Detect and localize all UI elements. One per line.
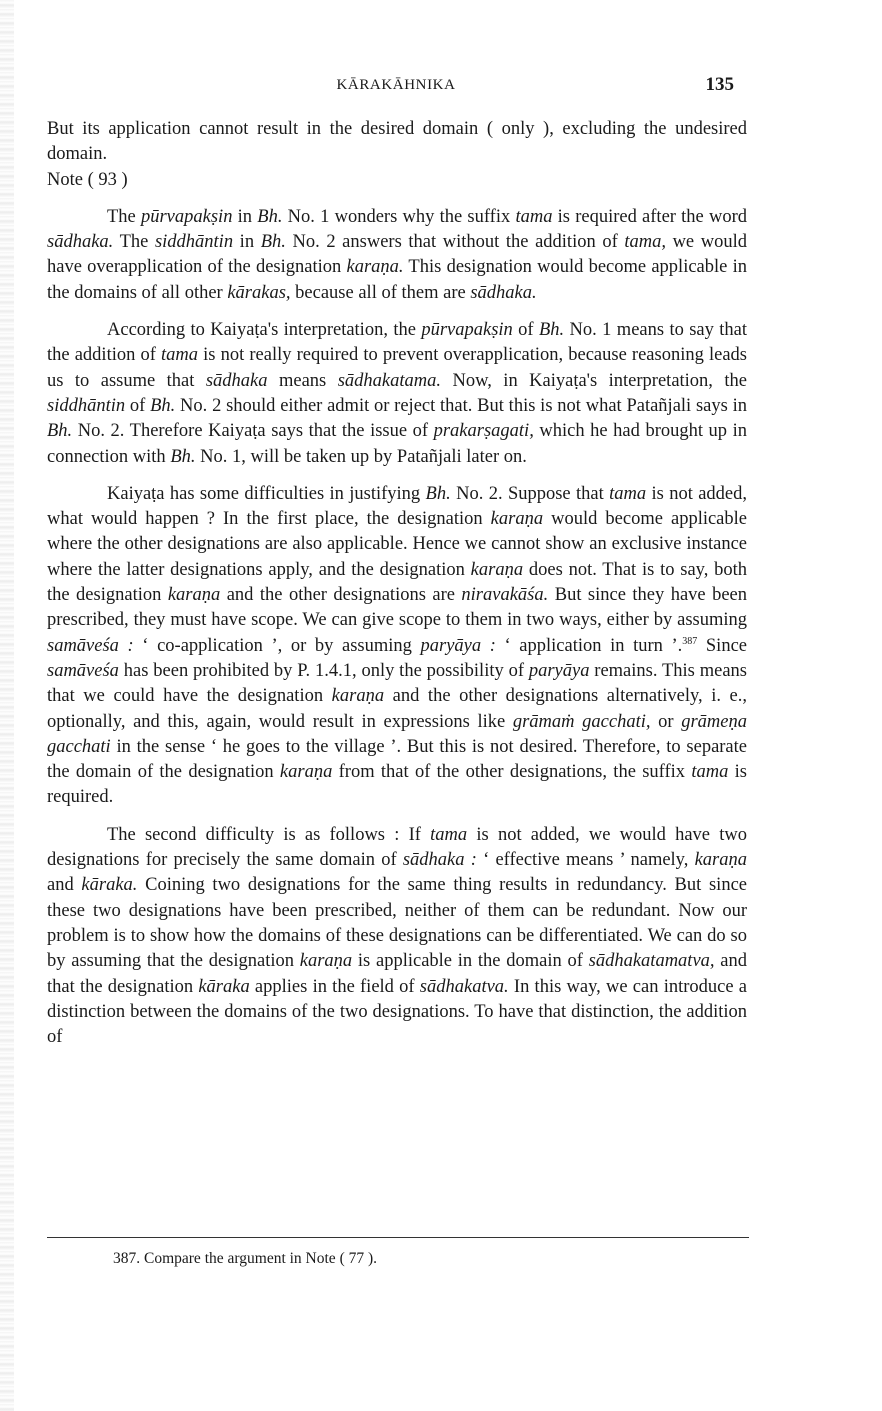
- body-text: [47, 117, 747, 1050]
- page-header: [46, 74, 746, 100]
- paragraph-continuation: But its application cannot result in the desired domain ( only ), excluding the undesired domain.: [47, 119, 747, 165]
- paragraph-2: According to Kaiyaṭa's interpretation, the pūrvapakṣin of Bh. No. 1 means to say that the addition of tama is not really required to prevent overapplication, because reasoning leads us to assume that sādhaka means sādhakatama. Now, in Kaiyaṭa's interpretation, the siddhāntin of Bh. No. 2 should either admit or reject that. But this is not what Patañjali says in Bh. No. 2. Therefore Kaiyaṭa says that the issue of prakarṣagati, which he had brought up in connection with Bh. No. 1, will be taken up by Patañjali later on.: [47, 320, 748, 467]
- footnote-rule: [47, 1237, 749, 1238]
- page-number: 135: [705, 74, 734, 95]
- footnote-ref-387[interactable]: 387: [682, 635, 698, 647]
- note-heading: Note ( 93 ): [47, 169, 128, 190]
- running-head: KĀRAKĀHNIKA: [336, 77, 456, 93]
- paragraph-3: Kaiyaṭa has some difficulties in justifying Bh. No. 2. Suppose that tama is not added, what would happen ? In the first place, the designation karaṇa would become applicable where the other designations are also applicable. Hence we cannot show an exclusive instance where the latter designations apply, and the designation karaṇa does not. That is to say, both the designation karaṇa and the other designations are niravakāśa. But since they have been prescribed, they must have scope. We can give scope to them in two ways, either by assuming samāveśa : ‘ co-application ’, or by assuming paryāya : ‘ application in turn ’.$^{387}$ Since samāveśa has been prohibited by P. 1.4.1, only the possibility of paryāya remains. This means that we could have the designation karaṇa and the other designations alternatively, i. e., optionally, and this, again, would result in expressions like grāmaṁ gacchati, or grāmeṇa gacchati in the sense ‘ he goes to the village ’. But this is not desired. Therefore, to separate the domain of the designation karaṇa from that of the other designations, the suffix tama is required.: [47, 483, 748, 808]
- paragraph-1: The pūrvapakṣin in Bh. No. 1 wonders why the suffix tama is required after the word sādhaka. The siddhāntin in Bh. No. 2 answers that without the addition of tama, we would have overapplication of the designation karaṇa. This designation would become applicable in the domains of all other kārakas, because all of them are sādhaka.: [47, 206, 748, 303]
- paragraph-4: The second difficulty is as follows : If tama is not added, we would have two designations for precisely the same domain of sādhaka : ‘ effective means ’ namely, karaṇa and kāraka. Coining two designations for the same thing results in redundancy. But since these two designations have been prescribed, neither of them can be redundant. Now our problem is to show how the domains of these designations can be differentiated. We can do so by assuming that the designation karaṇa is applicable in the domain of sādhakatamatva, and that the designation kāraka applies in the field of sādhakatva. In this way, we can introduce a distinction between the domains of the two designations. To have that distinction, the addition of: [47, 824, 747, 1048]
- scan-edge-shadow: [0, 0, 14, 1411]
- footnote-387: 387. Compare the argument in Note ( 77 ).: [113, 1250, 378, 1267]
